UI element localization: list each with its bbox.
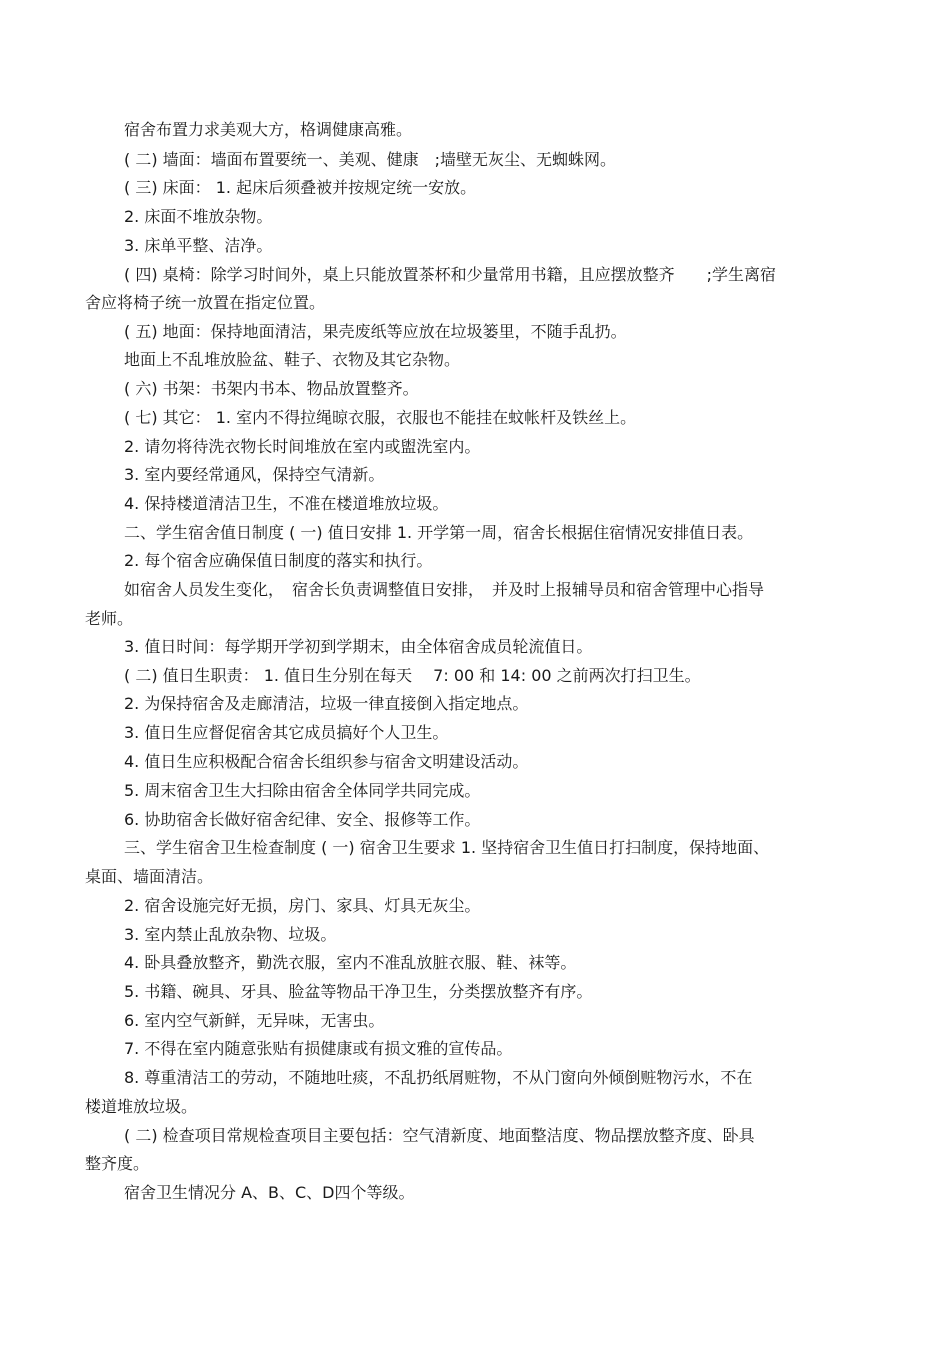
paragraph-line: 老师。 xyxy=(85,609,134,628)
paragraph-line: ( 六) 书架：书架内书本、物品放置整齐。 xyxy=(124,379,419,398)
paragraph-line: ( 二) 墙面：墙面布置要统一、美观、健康 ;墙壁无灰尘、无蜘蛛网。 xyxy=(124,150,617,169)
paragraph-line: 桌面、墙面清洁。 xyxy=(85,867,214,886)
paragraph-line: 6. 室内空气新鲜，无异味，无害虫。 xyxy=(124,1011,385,1030)
paragraph-line: ( 七) 其它： 1. 室内不得拉绳晾衣服，衣服也不能挂在蚊帐杆及铁丝上。 xyxy=(124,408,637,427)
paragraph-line: 7. 不得在室内随意张贴有损健康或有损文雅的宣传品。 xyxy=(124,1039,513,1058)
paragraph-line: 3. 室内禁止乱放杂物、垃圾。 xyxy=(124,925,337,944)
paragraph-line: 2. 每个宿舍应确保值日制度的落实和执行。 xyxy=(124,551,433,570)
paragraph-line: 3. 值日生应督促宿舍其它成员搞好个人卫生。 xyxy=(124,723,449,742)
paragraph-line: 2. 请勿将待洗衣物长时间堆放在室内或盥洗室内。 xyxy=(124,437,481,456)
paragraph-line: 2. 为保持宿舍及走廊清洁，垃圾一律直接倒入指定地点。 xyxy=(124,694,529,713)
paragraph-line: 5. 周末宿舍卫生大扫除由宿舍全体同学共同完成。 xyxy=(124,781,481,800)
paragraph-line: 3. 值日时间：每学期开学初到学期末，由全体宿舍成员轮流值日。 xyxy=(124,637,593,656)
paragraph-line: 三、学生宿舍卫生检查制度 ( 一) 宿舍卫生要求 1. 坚持宿舍卫生值日打扫制度，保持地面、 xyxy=(124,838,770,857)
paragraph-line: 宿舍卫生情况分 A、B、C、D四个等级。 xyxy=(124,1183,415,1202)
paragraph-line: 2. 宿舍设施完好无损，房门、家具、灯具无灰尘。 xyxy=(124,896,481,915)
paragraph-line: 5. 书籍、碗具、牙具、脸盆等物品干净卫生，分类摆放整齐有序。 xyxy=(124,982,593,1001)
paragraph-line: 楼道堆放垃圾。 xyxy=(85,1097,198,1116)
paragraph-line: 地面上不乱堆放脸盆、鞋子、衣物及其它杂物。 xyxy=(124,350,461,369)
paragraph-line: 3. 床单平整、洁净。 xyxy=(124,236,273,255)
paragraph-line: 3. 室内要经常通风，保持空气清新。 xyxy=(124,465,385,484)
paragraph-line: ( 二) 值日生职责： 1. 值日生分别在每天 7: 00 和 14: 00 之前两次打扫卫生。 xyxy=(124,666,701,685)
paragraph-line: 4. 保持楼道清洁卫生，不准在楼道堆放垃圾。 xyxy=(124,494,449,513)
paragraph-line: 6. 协助宿舍长做好宿舍纪律、安全、报修等工作。 xyxy=(124,810,481,829)
paragraph-line: 4. 卧具叠放整齐，勤洗衣服，室内不准乱放脏衣服、鞋、袜等。 xyxy=(124,953,577,972)
paragraph-line: 如宿舍人员发生变化， 宿舍长负责调整值日安排， 并及时上报辅导员和宿舍管理中心指导 xyxy=(124,580,765,599)
paragraph-line: 2. 床面不堆放杂物。 xyxy=(124,207,273,226)
paragraph-line: ( 三) 床面： 1. 起床后须叠被并按规定统一安放。 xyxy=(124,178,477,197)
paragraph-line: 整齐度。 xyxy=(85,1154,150,1173)
paragraph-line: ( 二) 检查项目常规检查项目主要包括：空气清新度、地面整洁度、物品摆放整齐度、卧具 xyxy=(124,1126,755,1145)
paragraph-line: ( 四) 桌椅：除学习时间外，桌上只能放置茶杯和少量常用书籍，且应摆放整齐 ;学生离宿 xyxy=(124,265,777,284)
paragraph-line: 4. 值日生应积极配合宿舍长组织参与宿舍文明建设活动。 xyxy=(124,752,529,771)
paragraph-line: 舍应将椅子统一放置在指定位置。 xyxy=(85,293,326,312)
paragraph-line: 二、学生宿舍值日制度 ( 一) 值日安排 1. 开学第一周，宿舍长根据住宿情况安排值日表。 xyxy=(124,523,754,542)
paragraph-line: ( 五) 地面：保持地面清洁，果壳废纸等应放在垃圾篓里，不随手乱扔。 xyxy=(124,322,627,341)
paragraph-line: 宿舍布置力求美观大方，格调健康高雅。 xyxy=(124,120,413,139)
paragraph-line: 8. 尊重清洁工的劳动，不随地吐痰，不乱扔纸屑赃物，不从门窗向外倾倒赃物污水，不在 xyxy=(124,1068,753,1087)
